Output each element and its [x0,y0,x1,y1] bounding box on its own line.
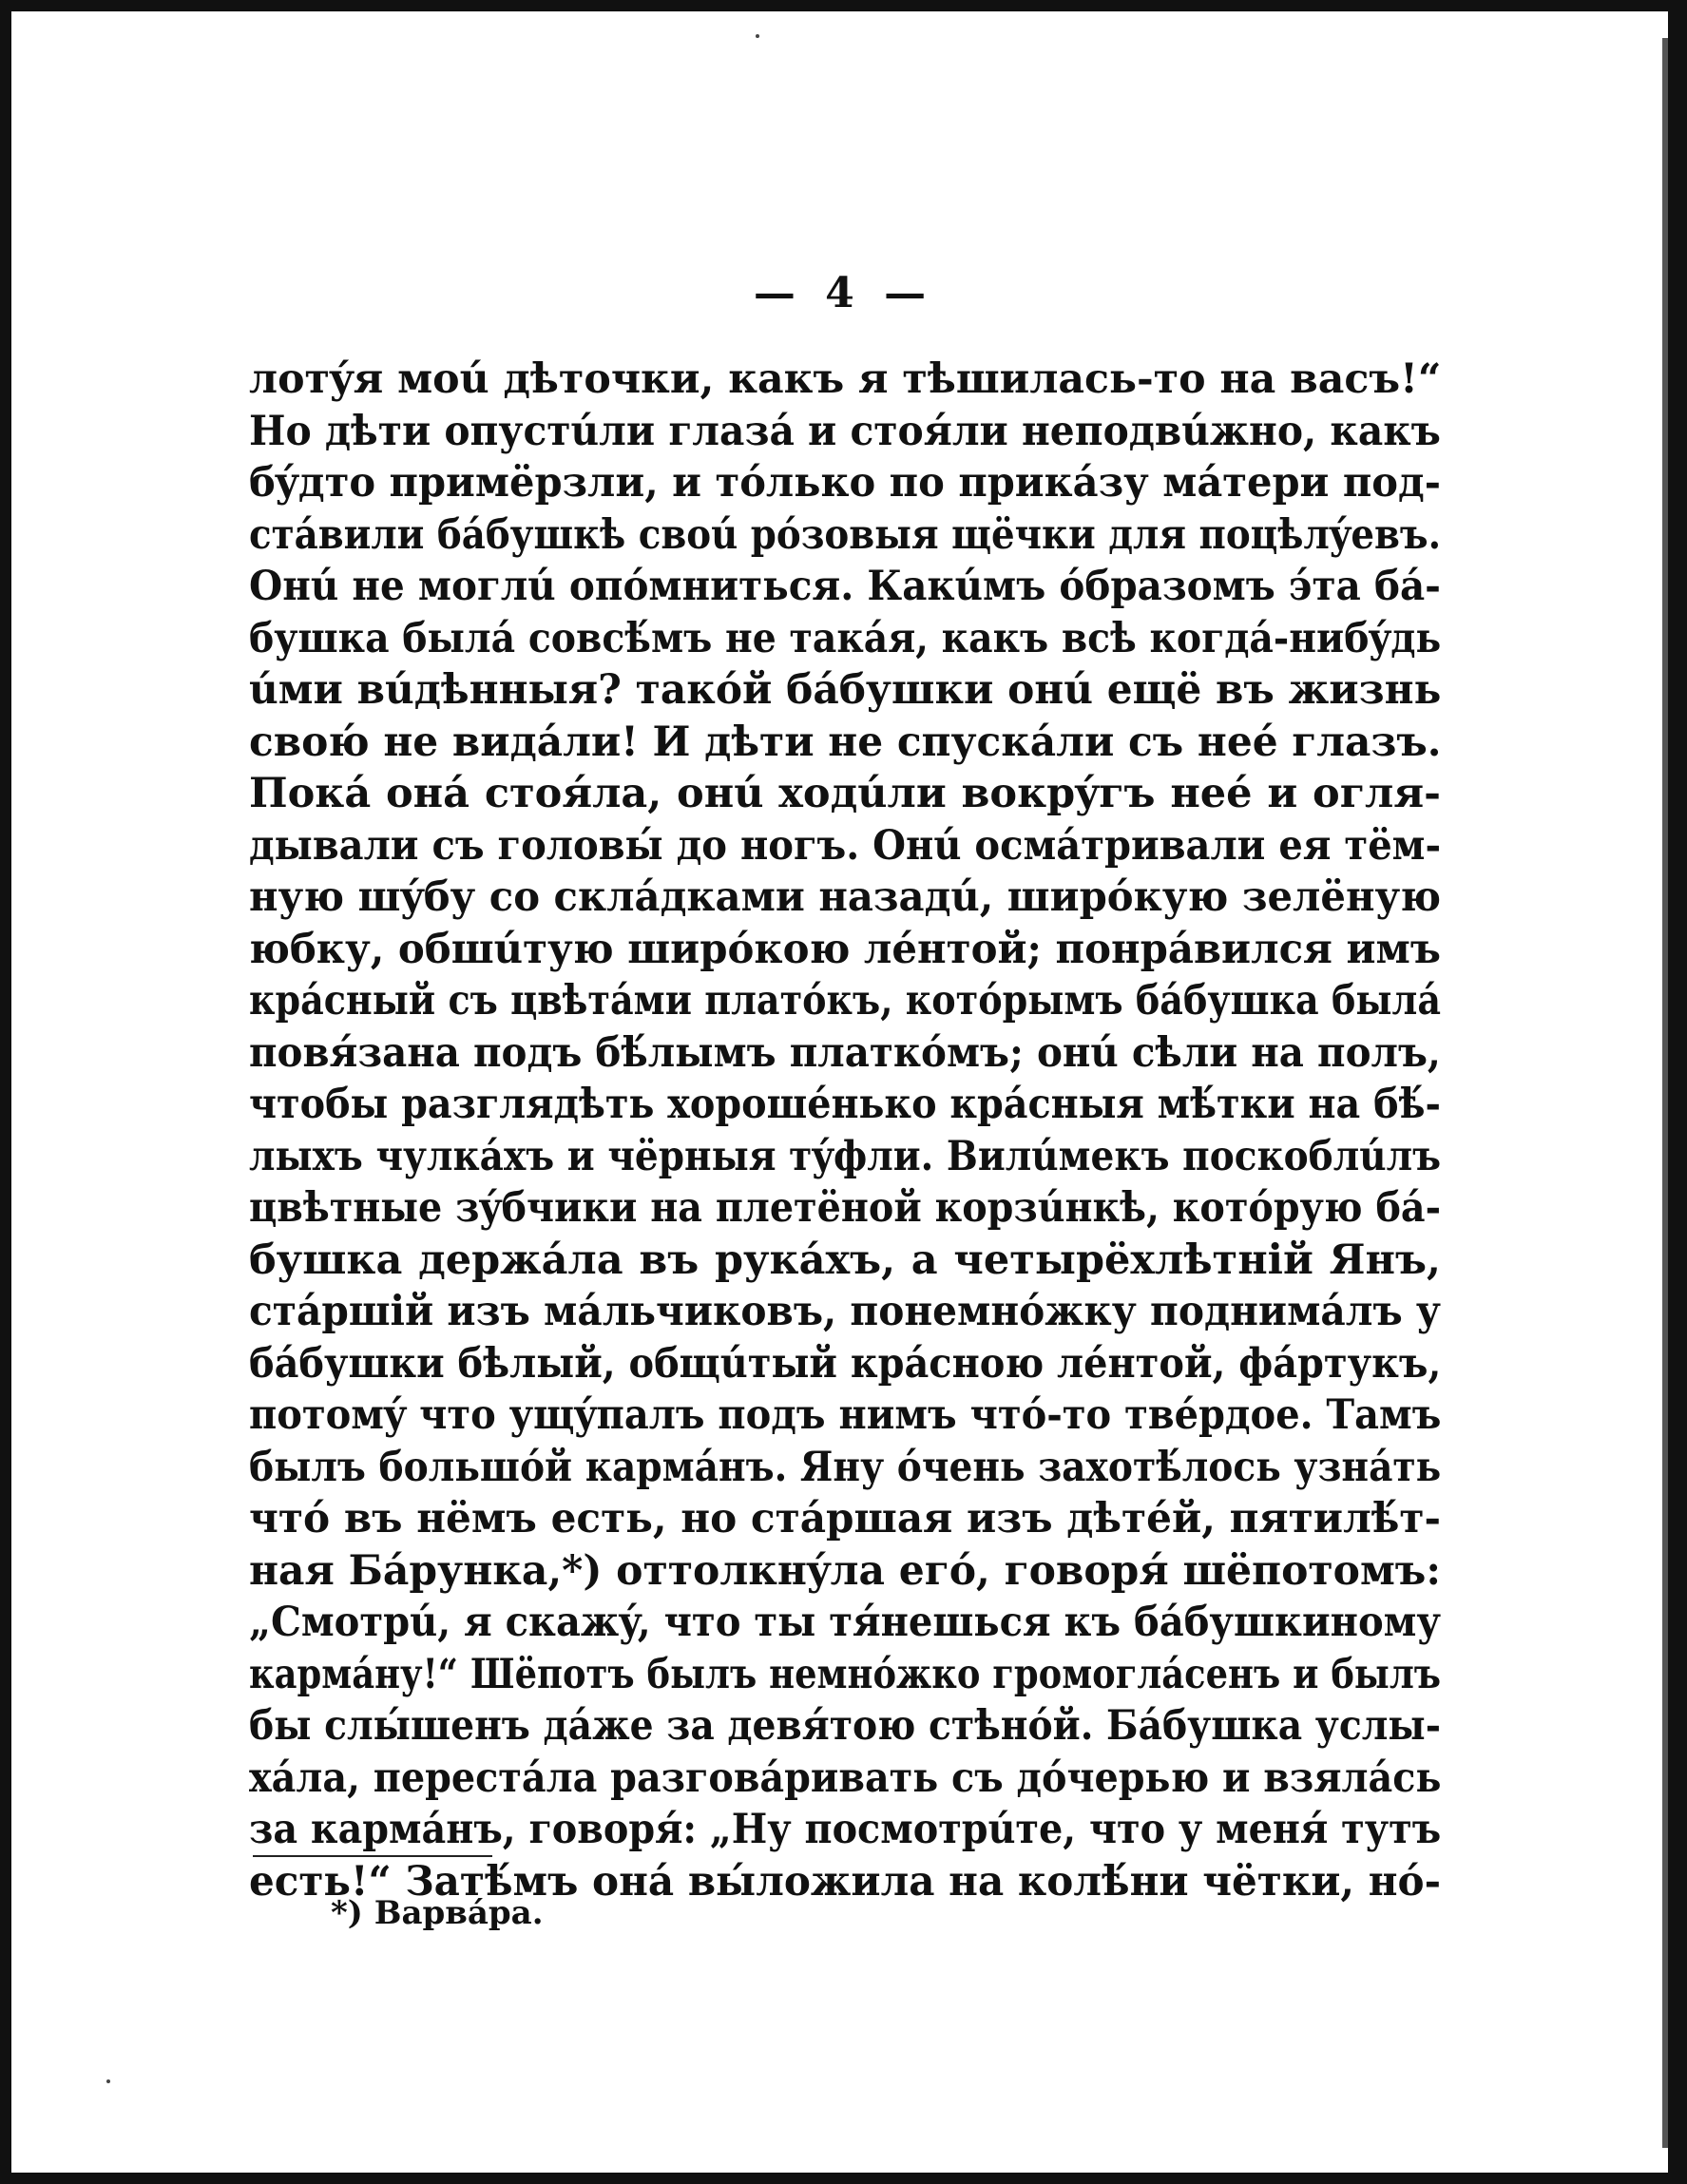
body-line: дывали съ головы́ до ногъ. Онú осмáтривали ея тём- [249,821,1442,870]
body-line: ная Бáрунка,*) оттолкнýла егó, говоря́ шёпотомъ: [249,1546,1442,1595]
body-line: бýдто примёрзли, и тóлько по прикáзу мáтери под- [249,459,1441,507]
body-line: чтобы разглядѣть хорошéнько крáсныя мѣ́тки на бѣ́- [249,1081,1441,1128]
body-line: лыхъ чулкáхъ и чёрныя тýфли. Вилúмекъ поскоблúлъ [249,1132,1442,1180]
scan-speck [756,34,759,38]
body-line: потомý что ущýпалъ подъ нимъ чтó-то твéрдое. Тамъ [249,1391,1442,1439]
body-line: цвѣтные зýбчики на плетёной корзúнкѣ, котóрую бá- [249,1184,1442,1232]
body-text [249,354,1441,1907]
footnote: *) Варвáра. [331,1894,544,1932]
body-line: бы слы́шенъ дáже за девя́тою стѣнóй. Бáбушка услы- [249,1702,1441,1750]
body-line: юбку, обшúтую ширóкою лéнтой; понрáвился имъ [249,925,1441,973]
body-line: бушка былá совсѣ́мъ не такáя, какъ всѣ когдá-нибýдь [249,614,1442,662]
body-line: бушка держáла въ рукáхъ, а четырёхлѣтній Янъ, [249,1236,1441,1284]
body-line: úми вúдѣнныя? такóй бáбушки онú ещё въ жизнь [249,666,1442,714]
body-line: Покá онá стоя́ла, онú ходúли вокрýгъ неé и огля- [249,770,1441,817]
body-line: кармáну!“ Шёпотъ былъ немнóжко громоглáсенъ и былъ [249,1650,1442,1698]
body-line: хáла, перестáла разговáривать съ дóчерью и взялáсь [249,1753,1442,1802]
body-line: есть!“ Затѣ́мъ онá вы́ложила на колѣ́ни чётки, нó- [249,1857,1442,1906]
body-line: чтó въ нёмъ есть, но стáршая изъ дѣтéй, пятилѣ́т- [249,1495,1442,1542]
body-line: стáвили бáбушкѣ своú рóзовыя щёчки для поцѣлýевъ. [249,510,1442,559]
body-line: лотýя моú дѣточки, какъ я тѣшилась-то на васъ!“ [249,355,1442,403]
body-line: за кармáнъ, говоря́: „Ну посмотрúте, что у меня́ тутъ [249,1806,1442,1853]
body-line: крáсный съ цвѣтáми платóкъ, котóрымъ бáбушка былá [249,977,1442,1025]
body-line: повя́зана подъ бѣ́лымъ платкóмъ; онú сѣли на полъ, [249,1028,1441,1077]
body-line: „Смотрú, я скажý, что ты тя́нешься къ бáбушкиному [249,1599,1442,1646]
scan-speck [106,2079,110,2083]
page-number: — 4 — [753,269,934,317]
body-line: ную шýбу со склáдками назадú, ширóкую зелёную [249,873,1442,921]
body-line: Но дѣти опустúли глазá и стоя́ли неподвúжно, какъ [249,407,1441,455]
body-line: бáбушки бѣлый, общúтый крáсною лéнтой, фáртукъ, [249,1339,1442,1388]
body-line: Онú не моглú опóмниться. Какúмъ óбразомъ э́та бá- [249,563,1441,610]
body-line: стáршій изъ мáльчиковъ, понемнóжку поднимáлъ у [249,1288,1441,1335]
body-line: свою́ не видáли! И дѣти не спускáли съ неé глазъ. [249,718,1442,766]
footnote-rule [253,1855,492,1857]
body-line: былъ большóй кармáнъ. Яну óчень захотѣ́лось узнáть [249,1443,1442,1491]
